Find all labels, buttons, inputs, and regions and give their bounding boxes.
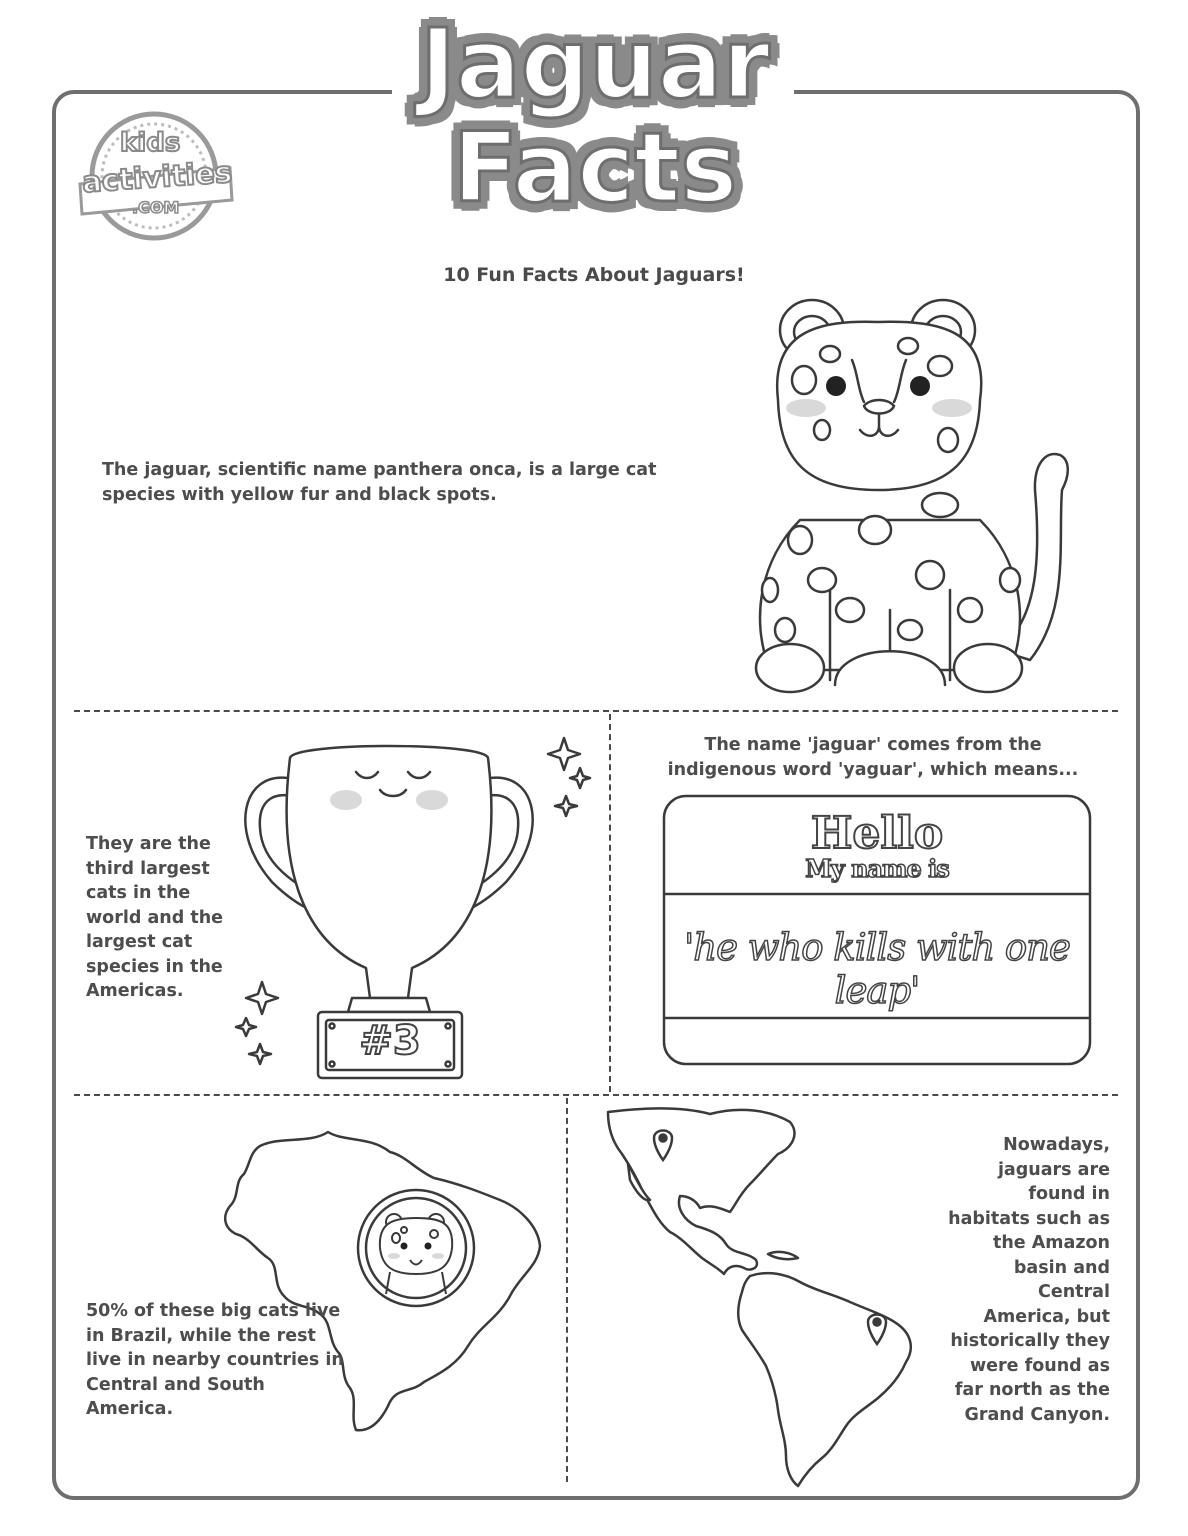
fact-text-1: The jaguar, scientific name panthera onca, is a large cat species with yellow fur and black spots.	[102, 460, 657, 505]
trophy-label: #3	[359, 1018, 421, 1064]
logo-kids-text: kids	[120, 128, 181, 158]
divider-middle-vertical	[609, 714, 611, 1092]
title-line-2: Facts	[452, 112, 738, 224]
page-title	[360, 8, 830, 242]
title-line-1: Jaguar	[420, 8, 770, 120]
divider-top	[74, 710, 1118, 712]
divider-bottom-vertical	[566, 1098, 568, 1482]
divider-bottom	[74, 1094, 1118, 1096]
fact-text-5: Nowadays, jaguars are found in habitats such as the Amazon basin and Central America, but historically they were found as far north as the Grand Canyon.	[948, 1135, 1110, 1425]
badge-hello-text: Hello	[810, 808, 944, 859]
badge-name-quote: 'he who kills with one leap'	[684, 926, 1070, 1012]
badge-my-name-is-text: My name is	[805, 854, 949, 883]
fact-text-4: 50% of these big cats live in Brazil, while the rest live in nearby countries in Central and South America.	[86, 1301, 344, 1419]
fact-text-2: They are the third largest cats in the world and the largest cat species in the Americas.	[86, 834, 224, 1001]
americas-map-icon	[600, 1104, 930, 1490]
fact-text-3: The name 'jaguar' comes from the indigenous word 'yaguar', which means...	[667, 735, 1079, 780]
subtitle: 10 Fun Facts About Jaguars!	[443, 264, 745, 286]
logo-com-text: .COM	[132, 198, 180, 217]
jaguar-sitting-icon	[740, 290, 1080, 700]
logo-activities-text: activities	[80, 154, 234, 200]
